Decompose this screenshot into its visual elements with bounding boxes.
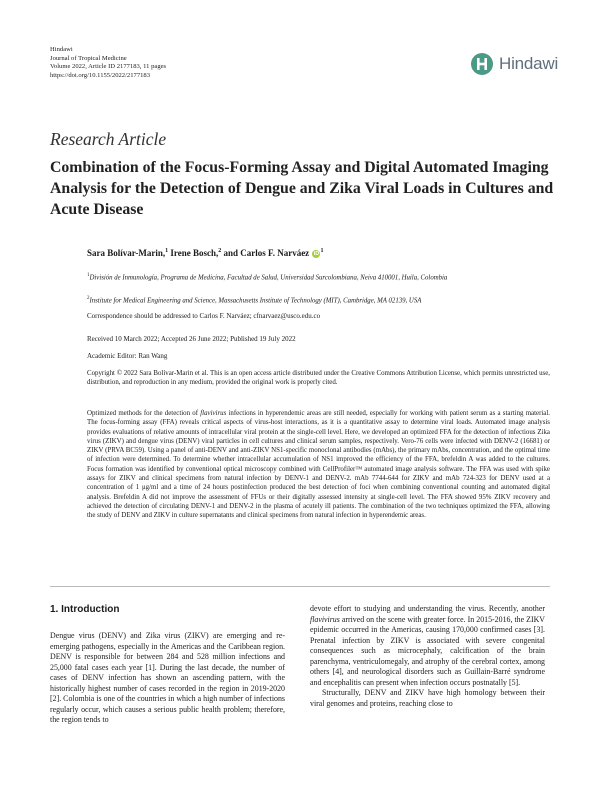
paragraph-text: arrived on the scene with greater force. In 2015-2016, the ZIKV epidemic occurred in the Americas, causing 170,000 confirmed cases [3]. Prenatal infection by ZIKV is associated with severe congenital consequences such as microcephaly, calcification of the brain parenchyma, ventriculomegaly, and atrophy of the cerebral cortex, among others [4], and neurological disorders such as Guillain-Barré syndrome and encephalitis can present when infection occurs postnatally [5]. [310,614,545,687]
affiliation-2 [87,294,567,305]
journal-metadata [50,46,166,80]
paragraph-italic: flavivirus [310,614,340,624]
affil-text: Institute for Medical Engineering and Science, Massachusetts Institute of Technology (MIT), Cambridge, MA 02139, USA [89,297,422,305]
publisher-name: Hindawi [50,46,73,53]
body-column-right [310,604,545,709]
paragraph-text: devote effort to studying and understanding the virus. Recently, another [310,604,545,613]
author-name[interactable]: Sara Bolívar-Marin, [87,248,166,258]
academic-editor: Academic Editor: Ran Wang [87,352,168,360]
affil-number: 2 [87,296,90,301]
hindawi-logo[interactable] [470,50,562,78]
abstract [87,409,550,521]
paragraph: Structurally, DENV and ZIKV have high homology between their viral genomes and proteins, reaching close to [310,688,545,708]
section-divider [50,586,550,587]
paragraph [310,604,545,688]
correspondence: Correspondence should be addressed to Carlos F. Narváez; cfnarvaez@usco.edu.co [87,312,321,320]
author-affil-ref: 1 [320,248,324,254]
journal-name: Journal of Tropical Medicine [50,54,127,62]
article-type: Research Article [50,129,167,149]
section-heading: 1. Introduction [50,604,120,615]
abstract-text: infections in hyperendemic areas are still needed, especially for working with patient serum as a starting material. The focus-forming assay (FFA) reveals critical aspects of virus-host interactions, as it is a quantitative assay to determine viral loads. Automated image analysis provides evaluations of relative amounts of intracellular viral protein at the single-cell level. Here, we developed an optimized FFA for the detection of infectious Zika virus (ZIKV) and dengue virus (DENV) viral particles in cell cultures and clinical serum samples, respectively. Vero-76 cells were infected with DENV-2 (16681) or ZIKV (PRVA BC59). Using a panel of anti-DENV and anti-ZIKV NS1-specific monoclonal antibodies (mAbs), the primary mAbs, concentration, and the optimal time of infection were determined. To determine whether intracellular accumulation of NS1 improved the efficiency of the FFA, brefeldin A was added to the cultures. Focus formation was identified by conventional optical microscopy combined with CellProfiler™ automated image analysis software. The FFA was used with spike assays for ZIKV and clinical specimens from natural infection by DENV-1 and DENV-2. mAb 7744-644 for ZIKV and mAb 724-323 for DENV used at a concentration of 1 μg/ml and a time of 24 hours postinfection produced the best detection of foci when combining conventional counting and automated digital analysis. Brefeldin A did not improve the assessment of FFUs or their digitally assessed intensity at single-cell level. The FFA showed 95% ZIKV recovery and achieved the detection of circulating DENV-1 and DENV-2 in the plasma of acutely ill patients. The combination of the two techniques optimized the FFA, allowing the study of DENV and ZIKV in culture supernatants and clinical specimens from natural infection in hyperendemic areas. [87,410,550,520]
author-affil-ref: 2 [218,248,222,254]
body-column-left [50,631,285,726]
doi-link[interactable]: https://doi.org/10.1155/2022/2177183 [50,71,151,79]
abstract-italic: flavivirus [200,410,227,417]
author-list [87,248,323,258]
publication-dates: Received 10 March 2022; Accepted 26 June 2022; Published 19 July 2022 [87,335,296,343]
affil-text: División de Inmunología, Programa de Medicina, Facultad de Salud, Universidad Surcolombiana, Neiva 410001, Huila, Colombia [89,274,448,282]
hindawi-logo-icon [470,52,494,76]
affiliation-1 [87,271,567,282]
author-affil-ref: 1 [165,248,169,254]
author-name[interactable]: Irene Bosch, [170,248,219,258]
article-title: Combination of the Focus-Forming Assay and Digital Automated Imaging Analysis for the Detection of Dengue and Zika Viral Loads in Cultures and Acute Disease [50,159,554,218]
copyright-notice: Copyright © 2022 Sara Bolívar-Marin et al. This is an open access article distributed under the Creative Commons Attribution License, which permits unrestricted use, distribution, and reproduction in any medium, provided the original work is properly cited. [87,370,550,386]
abstract-text: Optimized methods for the detection of [87,410,201,417]
orcid-icon[interactable]: iD [313,250,320,257]
volume-info: Volume 2022, Article ID 2177183, 11 pages [50,63,167,71]
logo-wordmark: Hindawi [499,54,559,73]
affil-number: 1 [87,273,90,278]
paragraph: Dengue virus (DENV) and Zika virus (ZIKV) are emerging and re-emerging pathogens, especially in the Americas and the Caribbean region. DENV is responsible for between 284 and 528 million infections and 25,000 fatal cases each year [1]. During the last decade, the number of cases of DENV infection has shown an ascending pattern, with the historically highest number of cases recorded in the region in 2019-2020 [2]. Colombia is one of the countries in which a high number of infections regularly occur, which causes a serious public health problem; therefore, the region tends to [50,631,285,724]
author-name[interactable]: and Carlos F. Narváez [223,248,310,258]
